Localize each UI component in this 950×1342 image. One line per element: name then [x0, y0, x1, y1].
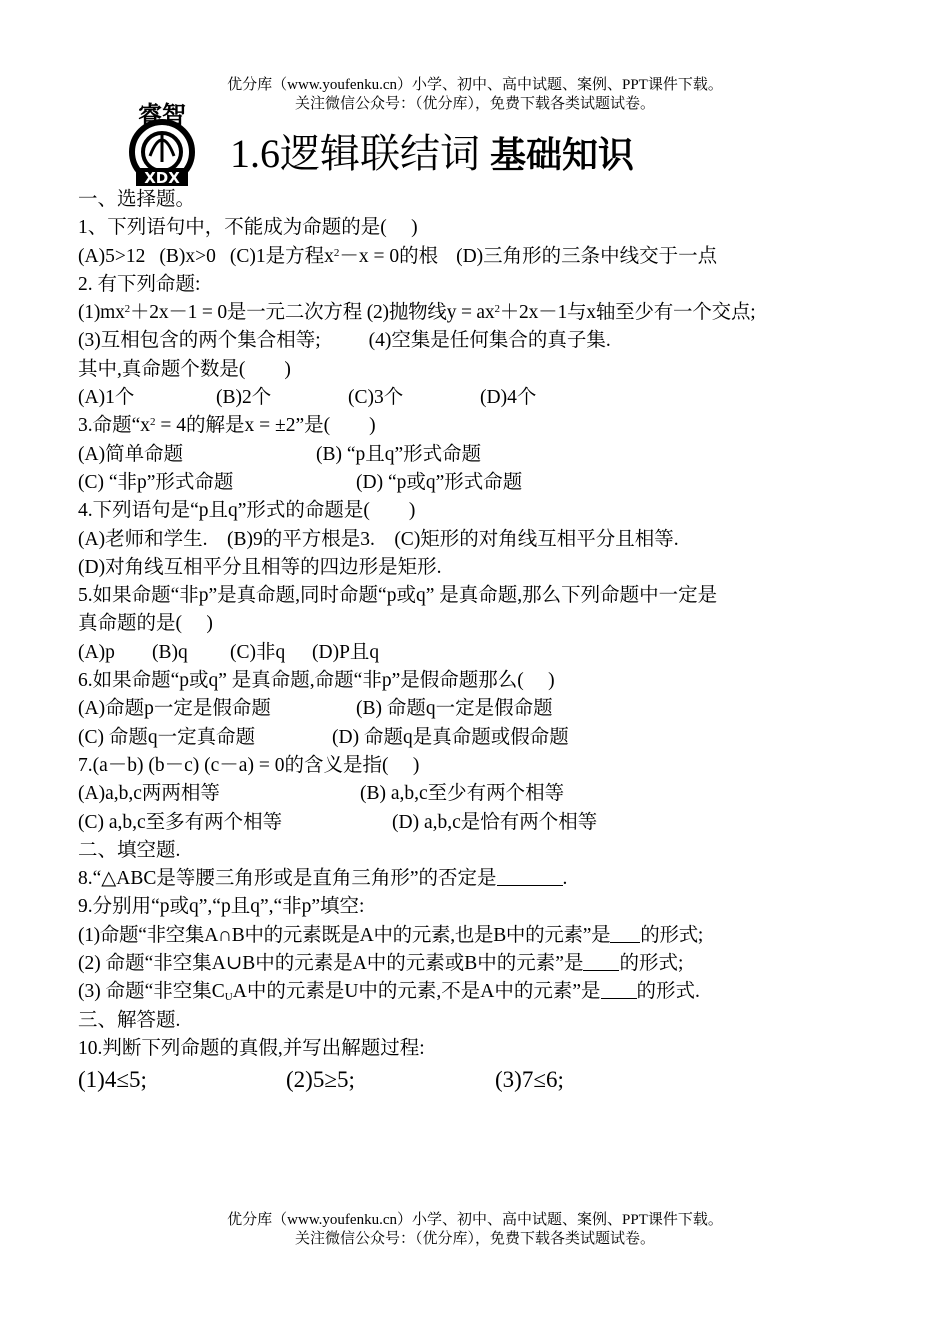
q3-options-cd: (C) “非p”形式命题 (D) “p或q”形式命题: [78, 471, 523, 493]
q1-option-d: (D)三角形的三条中线交于一点: [456, 245, 718, 267]
q9-line-1: (1)命题“非空集A∩B中的元素既是A中的元素,也是B中的元素”是 的形式;: [78, 924, 704, 946]
title-main: 1.6逻辑联结词: [230, 131, 480, 176]
section-answer: 三、解答题.: [78, 1009, 181, 1031]
xdx-logo: [110, 96, 220, 188]
q9-stem: 9.分别用“p或q”,“p且q”,“非p”填空:: [78, 896, 365, 918]
q10-stem: 10.判断下列命题的真假,并写出解题过程:: [78, 1037, 425, 1059]
q9-line-2: (2) 命题“非空集A∪B中的元素是A中的元素或B中的元素”是 的形式;: [78, 953, 684, 975]
q2-stem: 2. 有下列命题:: [78, 273, 201, 295]
header-line-2: 关注微信公众号：（优分库），免费下载各类试题试卷。: [294, 96, 655, 112]
footer-line-2: 关注微信公众号：（优分库），免费下载各类试题试卷。: [294, 1231, 655, 1247]
q2-options: (A)1个 (B)2个 (C)3个 (D)4个: [78, 387, 537, 409]
q7-stem: 7.(a－b) (b－c) (c－a) = 0的含义是指( ): [78, 754, 420, 776]
page-footer: [0, 1211, 950, 1249]
header-line-1: 优分库（www.youfenku.cn）小学、初中、高中试题、案例、PPT课件下载。: [227, 77, 723, 93]
q6-stem: 6.如果命题“p或q” 是真命题,命题“非p”是假命题那么( ): [78, 670, 555, 692]
q3-stem: 3.命题“$x^2 = 4$的解是x = ±2”是( ): [78, 415, 376, 437]
q9-blank-2[interactable]: [583, 951, 619, 971]
logo-bottom-text: XDX: [144, 169, 180, 187]
q1-option-c: (C)1是方程$x^2-x = 0$的根: [229, 245, 439, 267]
footer-line-1: 优分库（www.youfenku.cn）小学、初中、高中试题、案例、PPT课件下载。: [227, 1212, 723, 1228]
q8-text: 8.“△ABC是等腰三角形或是直角三角形”的否定是 .: [78, 868, 568, 890]
q1-option-a: (A)5>12: [78, 245, 146, 267]
question-content: [78, 186, 878, 1097]
section-choice: 一、选择题。: [78, 189, 196, 210]
q7-options-ab: (A)a,b,c两两相等 (B) a,b,c至少有两个相等: [78, 783, 565, 805]
q2-ask: 其中,真命题个数是( ): [78, 358, 291, 380]
q9-blank-3[interactable]: [601, 979, 637, 999]
q4-options-abc: (A)老师和学生. (B)9的平方根是3. (C)矩形的对角线互相平分且相等.: [78, 528, 679, 550]
logo-top-text: 睿智: [138, 100, 186, 129]
q5-stem-2: 真命题的是( ): [78, 613, 213, 635]
q1-option-b: (B)x>0: [159, 245, 216, 267]
q9-blank-1[interactable]: [610, 923, 640, 943]
q4-stem: 4.下列语句是“p且q”形式的命题是( ): [78, 500, 416, 522]
q2-props-3-4: (3)互相包含的两个集合相等; (4)空集是任何集合的真子集.: [78, 330, 611, 352]
q3-options-ab: (A)简单命题 (B) “p且q”形式命题: [78, 443, 482, 465]
q5-options: (A)p (B)q (C)非q (D)P且q: [78, 641, 380, 663]
section-fill: 二、填空题.: [78, 839, 181, 861]
q9-line-3: (3) 命题“非空集$C_UA$中的元素是U中的元素,不是A中的元素”是 的形式.: [78, 981, 700, 1004]
page-title: [230, 128, 634, 181]
q1-options: [78, 243, 878, 271]
q6-options-ab: (A)命题p一定是假命题 (B) 命题q一定是假命题: [78, 698, 553, 720]
q5-stem-1: 5.如果命题“非p”是真命题,同时命题“p或q” 是真命题,那么下列命题中一定是: [78, 585, 718, 607]
q6-options-cd: (C) 命题q一定真命题 (D) 命题q是真命题或假命题: [78, 726, 569, 748]
q8-answer-blank[interactable]: [497, 866, 563, 886]
q10-items: (1)4≤5; (2)5≥5; (3)7≤6;: [78, 1067, 564, 1093]
title-bold: 基础知识: [490, 134, 635, 176]
q7-options-cd: (C) a,b,c至多有两个相等 (D) a,b,c是恰有两个相等: [78, 811, 598, 833]
q2-props-1-2: $(1)mx^2+2x-1 = 0$是一元二次方程 (2)抛物线$y = ax^2+2x-1$与x轴至少有一个交点;: [78, 302, 756, 324]
q4-option-d: (D)对角线互相平分且相等的四边形是矩形.: [78, 556, 442, 578]
q1-stem: 1、下列语句中，不能成为命题的是( ): [78, 217, 418, 239]
